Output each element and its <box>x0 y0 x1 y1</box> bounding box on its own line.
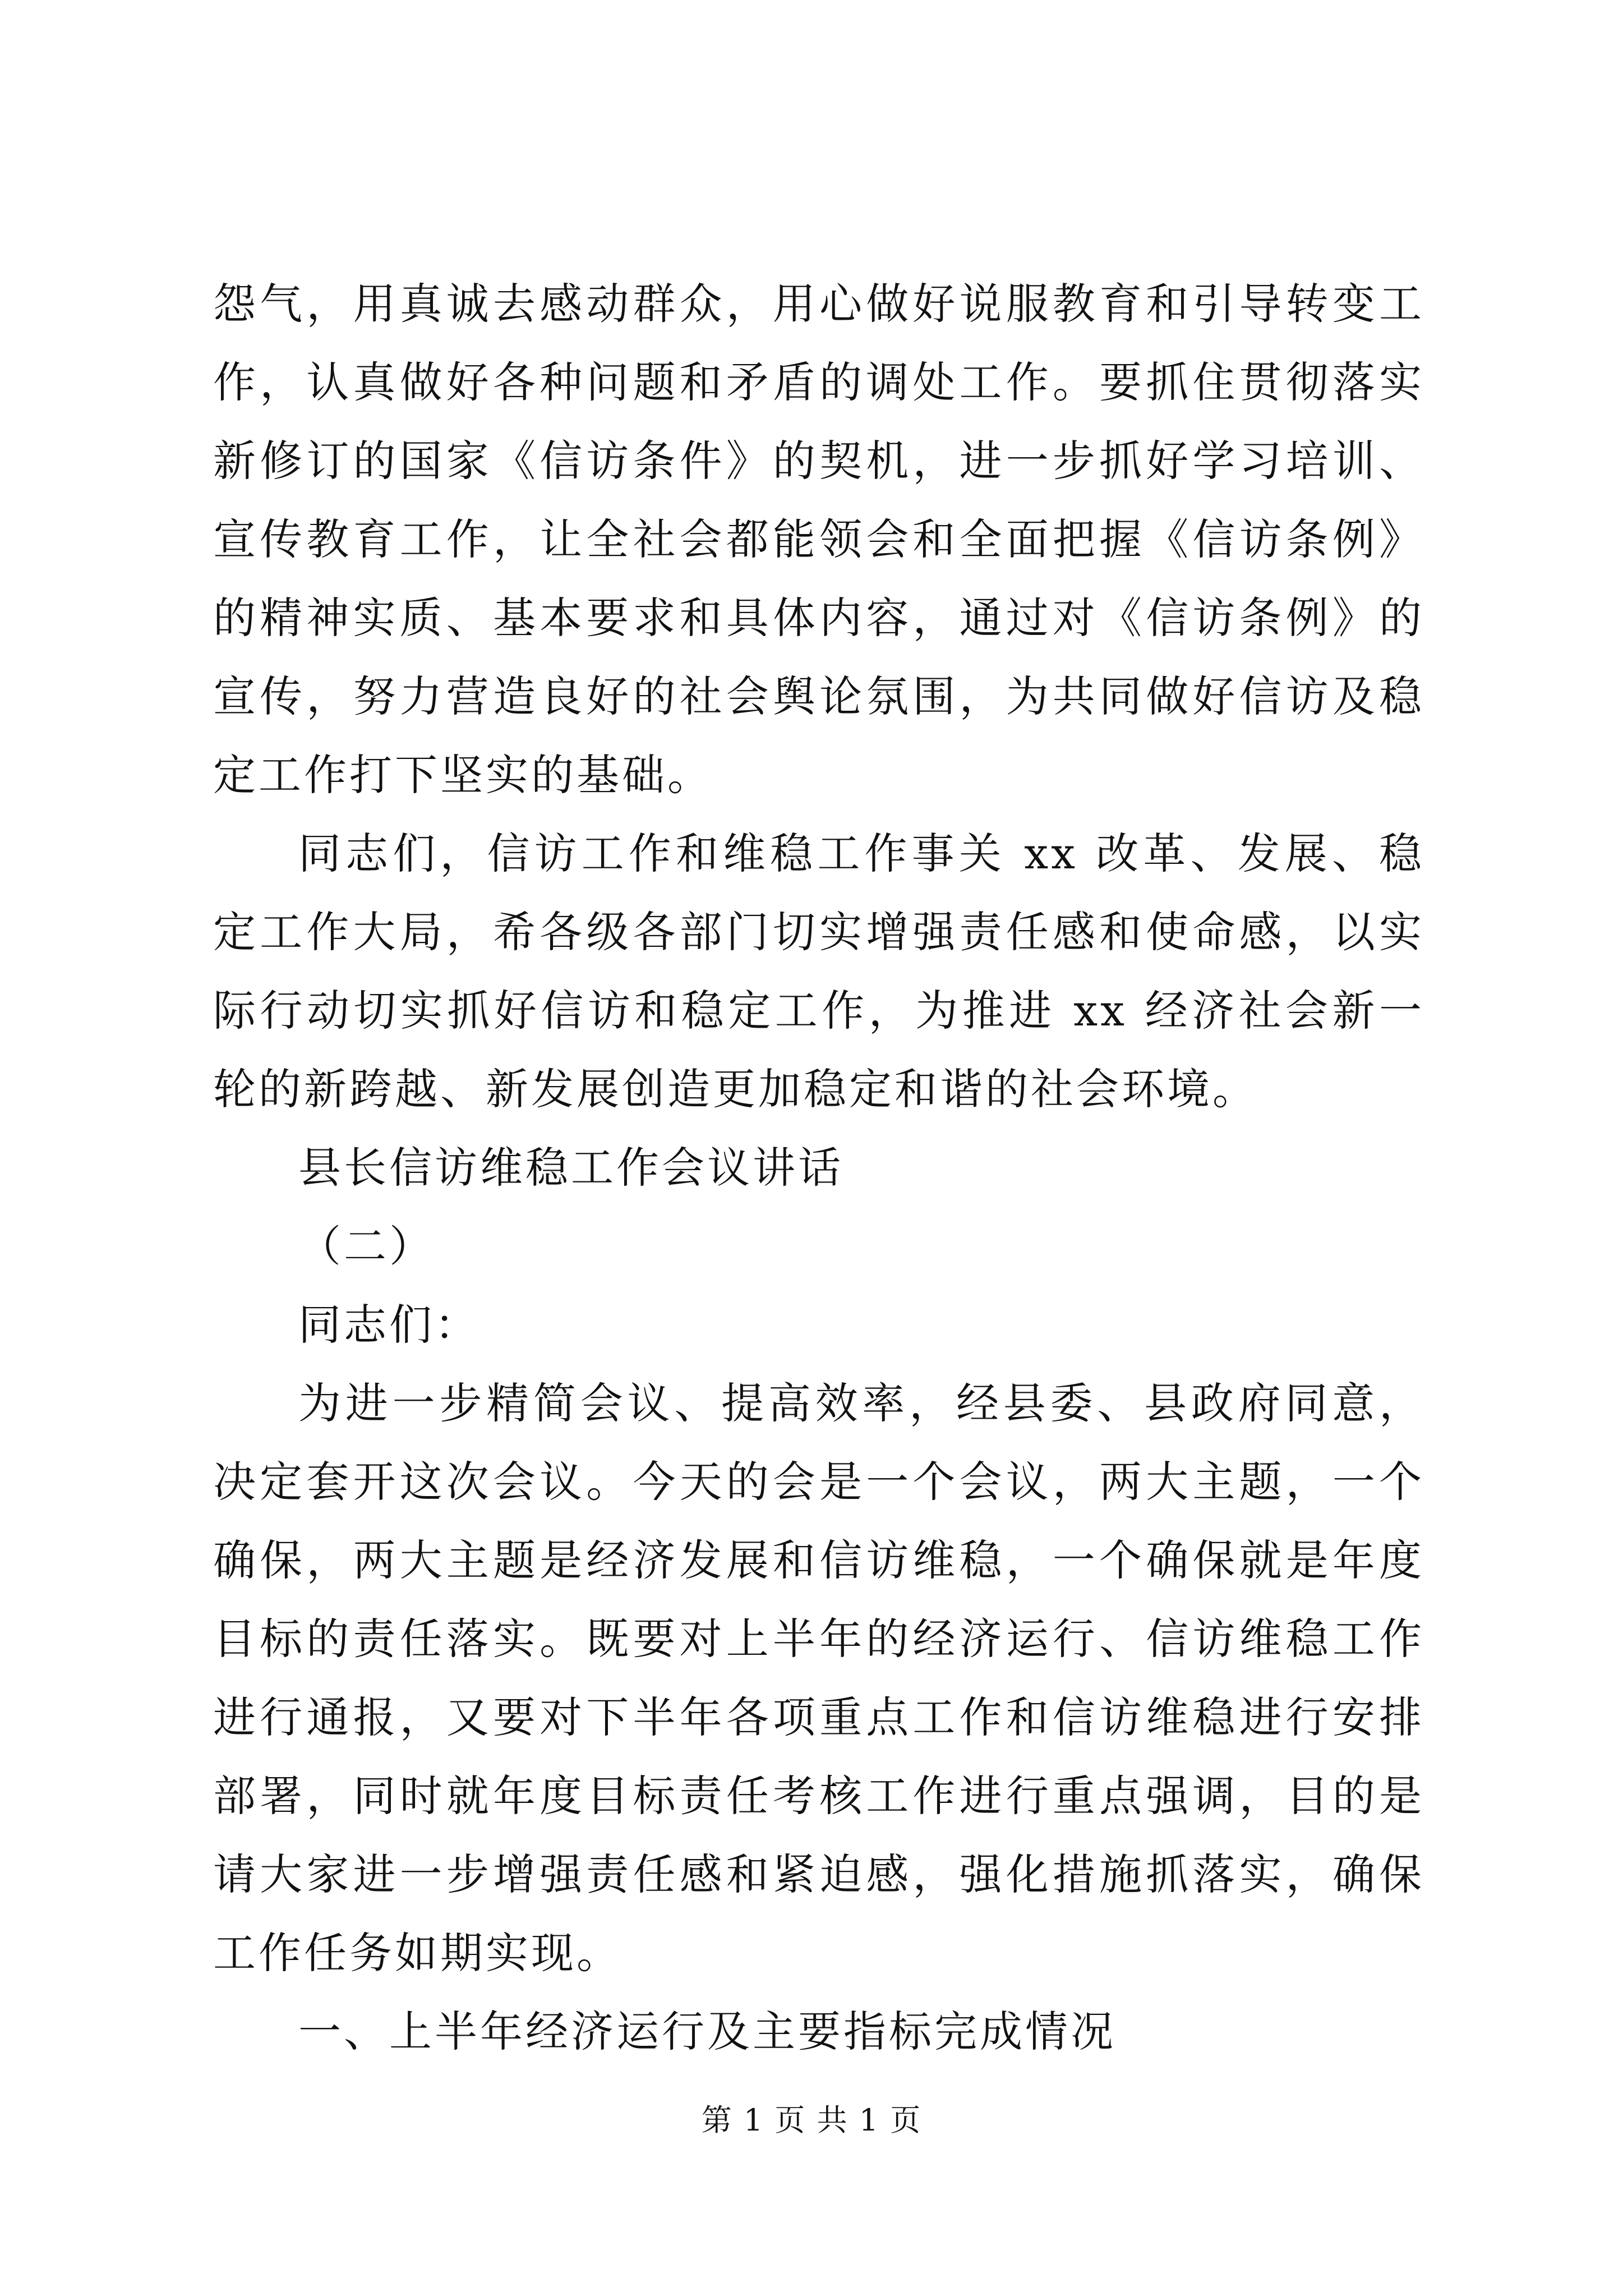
paragraph-closing-remarks: 同志们，信访工作和维稳工作事关 xx 改革、发展、稳定工作大局，希各级各部门切实增强责任感和使命感，以实际行动切实抓好信访和稳定工作，为推进 xx 经济社会新一轮的新跨越、新发展创造更加稳定和谐的社会环境。 <box>213 829 1424 1114</box>
paragraph-introduction: 为进一步精简会议、提高效率，经县委、县政府同意，决定套开这次会议。今天的会是一个会议，两大主题，一个确保，两大主题是经济发展和信访维稳，一个确保就是年度目标的责任落实。既要对上半年的经济运行、信访维稳工作进行通报，又要对下半年各项重点工作和信访维稳进行安排部署，同时就年度目标责任考核工作进行重点强调，目的是请大家进一步增强责任感和紧迫感，强化措施抓落实，确保工作任务如期实现。 <box>213 1378 1424 1978</box>
speech-subtitle: （二） <box>298 1221 435 1271</box>
speech-title: 县长信访维稳工作会议讲话 <box>298 1143 843 1193</box>
salutation: 同志们： <box>298 1300 480 1350</box>
paragraph-continuation: 怨气，用真诚去感动群众，用心做好说服教育和引导转变工作，认真做好各种问题和矛盾的调处工作。要抓住贯彻落实新修订的国家《信访条件》的契机，进一步抓好学习培训、宣传教育工作，让全社会都能领会和全面把握《信访条例》的精神实质、基本要求和具体内容，通过对《信访条例》的宣传，努力营造良好的社会舆论氛围，为共同做好信访及稳定工作打下坚实的基础。 <box>213 279 1424 800</box>
section-heading: 一、上半年经济运行及主要指标完成情况 <box>298 2007 1116 2056</box>
document-content <box>213 265 1424 2071</box>
page-footer: 第 1 页 共 1 页 <box>701 2102 922 2138</box>
